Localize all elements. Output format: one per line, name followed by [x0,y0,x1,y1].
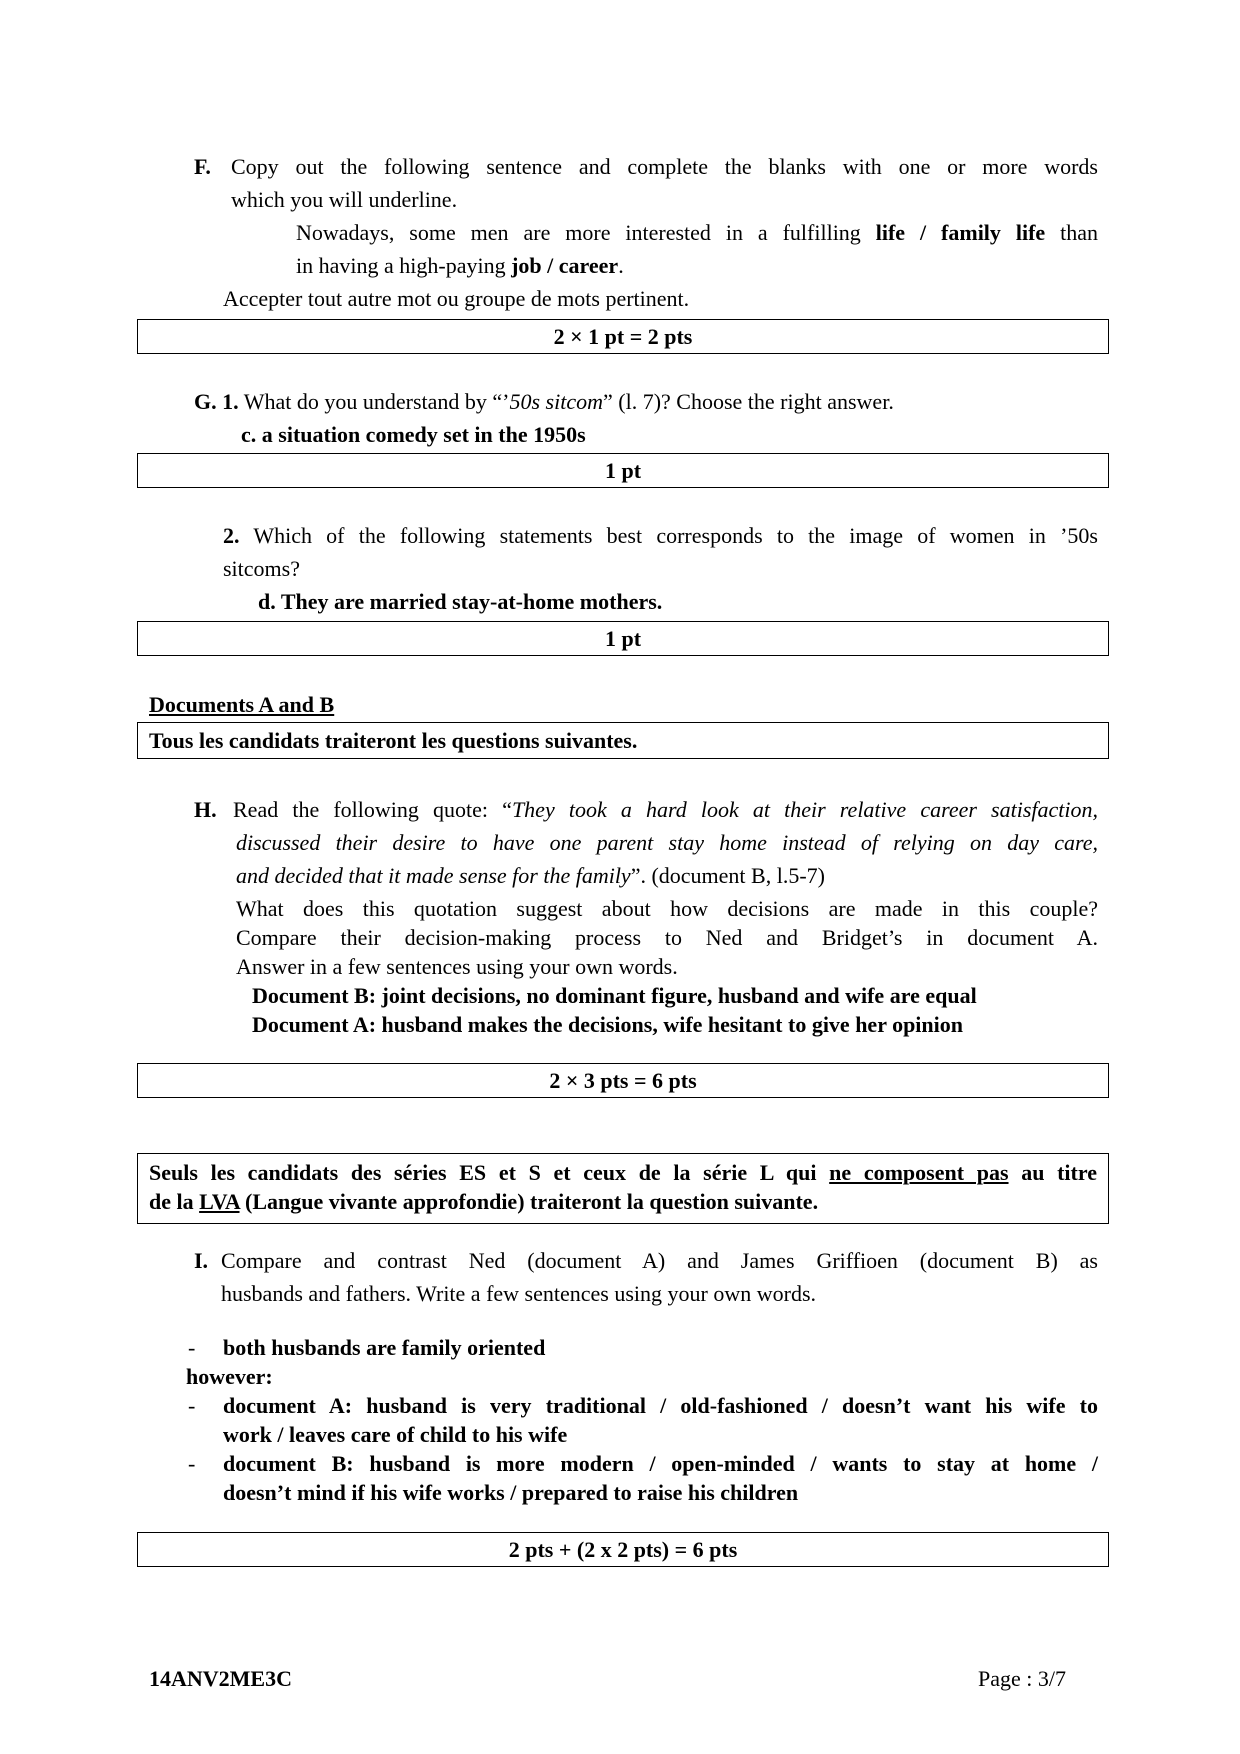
question-h-line1 [233,795,1098,824]
bullet-dash: - [188,1451,196,1476]
question-g2-line2: sitcoms? [223,556,300,581]
score-box-i: 2 pts + (2 x 2 pts) = 6 pts [137,1532,1109,1567]
question-g1 [194,387,894,416]
example-text-d: in having a high-paying [296,253,512,278]
question-f-note: Accepter tout autre mot ou groupe de mots pertinent. [223,286,690,311]
question-f-example-line2 [296,251,624,280]
series-instruction-box [137,1153,1109,1224]
series-text-a: Seuls les candidats des séries ES et S et ceux de la série L qui [149,1160,830,1185]
question-h-prompt1: What does this quotation suggest about how decisions are made in this couple? [236,896,1098,921]
instruction-text: Tous les candidats traiteront les questions suivantes. [149,728,638,753]
question-h-prompt3: Answer in a few sentences using your own words. [236,954,678,979]
bullet-2-line2: work / leaves care of child to his wife [223,1422,568,1447]
series-text-d: (Langue vivante approfondie) traiteront la question suivante. [239,1189,819,1214]
footer-page-number: Page : 3/7 [978,1666,1066,1691]
example-text-a: Nowadays, some men are more interested in a fulfilling [296,220,876,245]
bullet-dash: - [188,1335,196,1360]
quote-reference: ”. (document B, l.5-7) [630,863,825,888]
series-line2 [149,1187,818,1216]
bullet-2-line1: document A: husband is very traditional / old-fashioned / doesn’t want his wife to [223,1393,1098,1418]
series-text-b: au titre [1008,1160,1098,1185]
example-text-c: than [1045,220,1098,245]
series-underlined-lva: LVA [199,1189,240,1214]
bullet-1: both husbands are family oriented [223,1335,546,1360]
question-g1-term: 50s sitcom [509,389,603,414]
score-box-g2: 1 pt [137,621,1109,656]
question-f-letter: F. [194,154,211,179]
question-i-line2: husbands and fathers. Write a few sentences using your own words. [221,1281,817,1306]
score-box-g1: 1 pt [137,453,1109,488]
score-box-h: 2 × 3 pts = 6 pts [137,1063,1109,1098]
question-h-intro: Read the following quote: “ [233,797,512,822]
question-g2-text: Which of the following statements best corresponds to the image of women in ’50s [239,523,1098,548]
question-f-line1: Copy out the following sentence and complete the blanks with one or more words [231,154,1098,179]
series-underlined-a: ne composent pas [829,1160,1009,1185]
question-h-answer-a: Document A: husband makes the decisions, wife hesitant to give her opinion [252,1012,963,1037]
question-g2-line1 [223,521,1098,550]
question-i-line1: Compare and contrast Ned (document A) and James Griffioen (document B) as [221,1248,1098,1273]
example-answer-job: job / career [511,253,619,278]
question-f-example-line1 [296,218,1098,247]
quote-part3: and decided that it made sense for the family [236,863,631,888]
question-h-answer-b: Document B: joint decisions, no dominant figure, husband and wife are equal [252,983,977,1008]
example-answer-life: life / family life [875,220,1046,245]
question-h-prompt2: Compare their decision-making process to Ned and Bridget’s in document A. [236,925,1098,950]
question-g1-text-a: What do you understand by “’ [238,389,510,414]
question-h-line3 [236,861,825,890]
score-box-f: 2 × 1 pt = 2 pts [137,319,1109,354]
instruction-box [137,722,1109,759]
series-line1 [149,1158,1097,1187]
documents-heading: Documents A and B [149,692,335,717]
quote-part2: discussed their desire to have one parent stay home instead of relying on day care, [236,830,1098,855]
question-g1-answer: c. a situation comedy set in the 1950s [241,422,586,447]
question-i-letter: I. [194,1248,209,1273]
quote-part1: They took a hard look at their relative career satisfaction, [511,797,1099,822]
question-g2-number: 2. [223,523,240,548]
question-g1-number: G. 1. [194,389,239,414]
question-f-line2: which you will underline. [231,187,458,212]
bullet-3-line2: doesn’t mind if his wife works / prepared to raise his children [223,1480,799,1505]
footer-code: 14ANV2ME3C [149,1666,292,1691]
question-h-letter: H. [194,797,217,822]
series-text-c: de la [149,1189,200,1214]
question-g1-text-c: ” (l. 7)? Choose the right answer. [603,389,894,414]
bullet-3-line1: document B: husband is more modern / open-minded / wants to stay at home / [223,1451,1098,1476]
however-label: however: [186,1364,273,1389]
bullet-dash: - [188,1393,196,1418]
question-g2-answer: d. They are married stay-at-home mothers. [258,589,663,614]
example-text-f: . [618,253,624,278]
